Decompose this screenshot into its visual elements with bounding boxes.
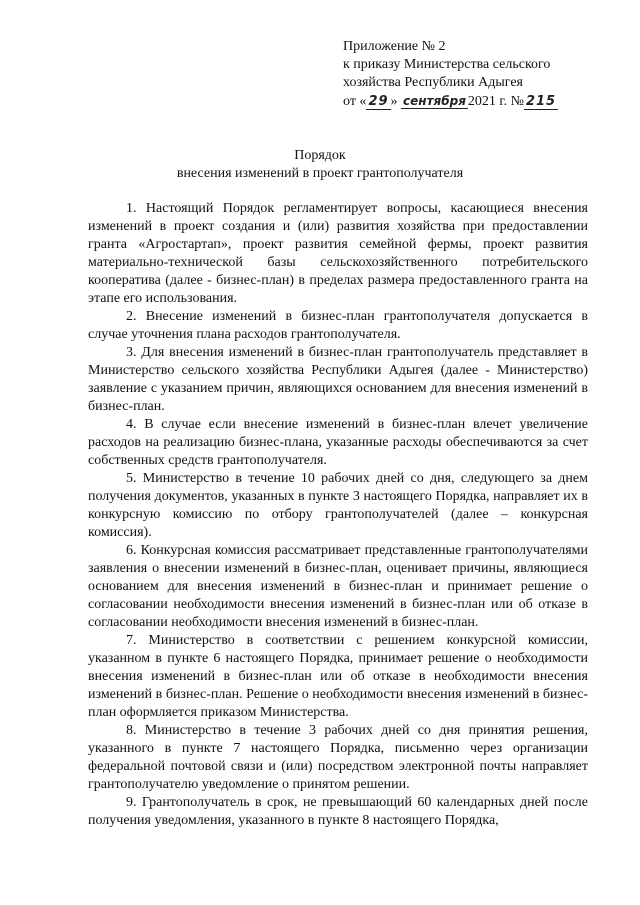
appendix-date-line	[343, 92, 623, 111]
paragraph-9: 9. Грантополучатель в срок, не превышающий 60 календарных дней после получения уведомления, указанного в пункте 8 настоящего Порядка,	[88, 795, 588, 828]
paragraph-4: 4. В случае если внесение изменений в бизнес-план влечет увеличение расходов на реализацию бизнес-плана, указанные расходы обеспечиваются за счет собственных средств грантополучателя.	[88, 417, 588, 468]
paragraph-2: 2. Внесение изменений в бизнес-план грантополучателя допускается в случае уточнения плана расходов грантополучателя.	[88, 309, 588, 342]
appendix-ministry: хозяйства Республики Адыгея	[343, 75, 523, 90]
date-prefix: от «	[343, 94, 367, 109]
paragraph-6: 6. Конкурсная комиссия рассматривает представленные грантополучателями заявления о внесении изменений в бизнес-план, оценивает причины, являющиеся основанием для внесения изменений в бизнес-план и принимает решение о согласовании необходимости внесения изменений в бизнес-план или об отказе в согласовании необходимости внесения изменений в бизнес-план.	[88, 543, 588, 630]
appendix-order-ref: к приказу Министерства сельского	[343, 57, 551, 72]
title-line-2: внесения изменений в проект грантополучателя	[176, 166, 464, 181]
paragraph-8: 8. Министерство в течение 3 рабочих дней со дня принятия решения, указанного в пункте 7 настоящего Порядка, письменно через организации федеральной почтовой связи и (или) посредством электронной почты направляет грантополучателю уведомление о принятом решении.	[88, 723, 588, 792]
appendix-header	[343, 38, 623, 111]
handwritten-day: 29	[368, 94, 389, 109]
paragraph-3: 3. Для внесения изменений в бизнес-план грантополучатель представляет в Министерство сельского хозяйства Республики Адыгея (далее - Министерство) заявление с указанием причин, являющихся основанием для внесения изменений в бизнес-план.	[88, 345, 588, 414]
document-title	[0, 147, 640, 183]
appendix-title: Приложение № 2	[343, 39, 446, 54]
paragraph-1: 1. Настоящий Порядок регламентирует вопросы, касающиеся внесения изменений в проект создания и (или) развития хозяйства при предоставлении гранта «Агростартап», проект развития семейной фермы, проект развития материально-технической базы сельскохозяйственного потребительского кооператива (далее - бизнес-план) в пределах размера предоставленного гранта на этапе его использования.	[88, 201, 588, 306]
paragraph-5: 5. Министерство в течение 10 рабочих дней со дня, следующего за днем получения документов, указанных в пункте 3 настоящего Порядка, направляет их в конкурсную комиссию по отбору грантополучателей (далее – конкурсная комиссия).	[88, 471, 588, 540]
handwritten-month: сентября	[403, 94, 466, 108]
date-year: 2021 г. №	[467, 94, 524, 109]
title-line-1: Порядок	[294, 148, 346, 163]
date-mid: »	[390, 94, 402, 109]
paragraph-7: 7. Министерство в соответствии с решением конкурсной комиссии, указанном в пункте 6 настоящего Порядка, принимает решение о необходимости внесения изменений в бизнес-план или об отказе в необходимости внесения изменений в бизнес-план. Решение о необходимости внесения изменений в бизнес-план оформляется приказом Министерства.	[88, 633, 588, 720]
handwritten-number: 215	[525, 94, 557, 109]
document-body	[88, 200, 588, 830]
